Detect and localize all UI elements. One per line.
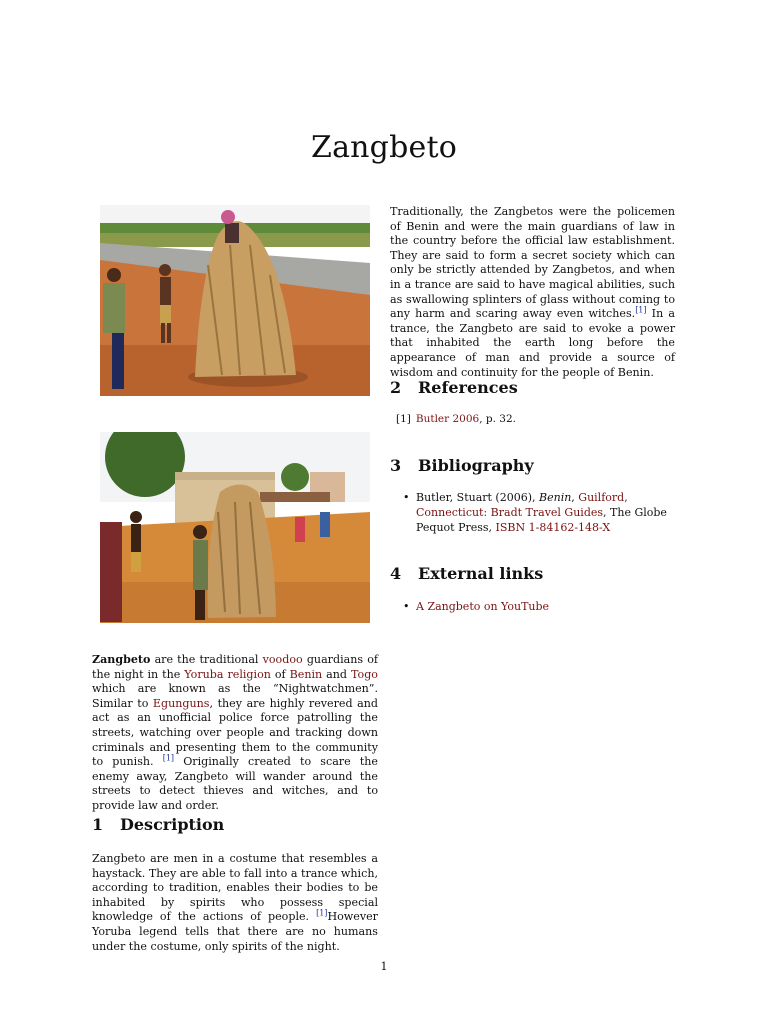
section-number: 1 xyxy=(92,815,104,834)
section-number: 4 xyxy=(390,564,402,583)
section-heading-description xyxy=(92,815,224,834)
section-heading-external-links xyxy=(390,564,543,583)
section-title: References xyxy=(418,378,518,397)
lede-text-5: which are known as the “Nightwatchmen”. Similar to xyxy=(92,682,378,710)
tradition-paragraph xyxy=(390,205,675,380)
citation-link[interactable]: [1] xyxy=(162,753,175,763)
link-togo[interactable]: Togo xyxy=(350,667,378,681)
link-yoruba-religion[interactable]: Yoruba religion xyxy=(184,667,271,681)
lede-text-3: of xyxy=(270,667,290,681)
link-isbn[interactable]: ISBN 1-84162-148-X xyxy=(495,521,611,534)
tradition-text-1: Traditionally, the Zangbetos were the policemen of Benin and were the main guardians of law in the country before the official law establishment. They are said to form a secret society which can only be strictly attended by Zangbetos, and when in a trance are said to have magical abilities, such as swallowing splinters of glass without coming to any harm and scaring away even witches. xyxy=(390,205,675,321)
section-title: Bibliography xyxy=(418,456,534,475)
bib-title: Benin xyxy=(539,491,572,504)
lede-paragraph xyxy=(92,653,378,814)
bibliography-item xyxy=(400,490,680,535)
reference-rest: , p. 32. xyxy=(479,413,517,425)
lede-text-1: are the traditional xyxy=(150,653,263,666)
lede-term: Zangbeto xyxy=(92,653,151,666)
citation-link[interactable]: [1] xyxy=(635,305,647,315)
bib-text-2: , xyxy=(571,491,579,504)
bibliography-list xyxy=(400,490,680,535)
citation-link[interactable]: [1] xyxy=(316,908,328,918)
description-paragraph xyxy=(92,852,378,954)
tradition-text-2: In a trance, the Zangbeto are said to evoke a power that inhabited the earth long before the appearance of man and provide a source of wisdom and continuity for the people of Benin. xyxy=(390,307,675,379)
description-text-2: However Yoruba legend tells that there are no humans under the costume, only spirits of the night. xyxy=(92,910,378,953)
reference-item xyxy=(396,413,516,425)
section-heading-references xyxy=(390,378,518,397)
lede-text-6: , they are highly revered and act as an unofficial police force patrolling the streets, watching over people and tracking down criminals and presenting them to the community to punish. xyxy=(92,696,378,769)
link-voodoo[interactable]: voodoo xyxy=(262,653,303,666)
lede-text-7: Originally created to scare the enemy away, Zangbeto will wander around the streets to detect thieves and witches, and to provide law and order. xyxy=(92,755,378,812)
page-number: 1 xyxy=(380,960,388,973)
section-number: 3 xyxy=(390,456,402,475)
link-egunguns[interactable]: Egunguns xyxy=(152,696,210,710)
section-title: External links xyxy=(418,564,544,583)
lede-text-4: and xyxy=(322,667,351,681)
external-links-list xyxy=(400,599,680,614)
photo-zangbeto-roadside xyxy=(100,205,370,396)
external-link-item xyxy=(400,599,680,614)
section-heading-bibliography xyxy=(390,456,534,475)
link-zangbeto-youtube[interactable]: A Zangbeto on YouTube xyxy=(416,600,550,613)
page-title: Zangbeto xyxy=(311,130,457,166)
section-number: 2 xyxy=(390,378,402,397)
section-title: Description xyxy=(120,815,225,834)
bib-text-3: , The Globe Pequot Press, xyxy=(416,506,667,534)
bib-text-1: Butler, Stuart (2006), xyxy=(416,491,540,504)
link-guilford-bradt[interactable]: Guilford, Connecticut: Bradt Travel Guides xyxy=(416,491,628,519)
link-benin[interactable]: Benin xyxy=(289,667,323,681)
photo-zangbeto-village xyxy=(100,432,370,623)
reference-link-butler[interactable]: Butler 2006 xyxy=(415,413,480,425)
reference-number: [1] xyxy=(396,413,411,425)
description-text-1: Zangbeto are men in a costume that resembles a haystack. They are able to fall into a trance which, according to tradition, enables their bodies to be inhabited by spirits who possess special knowledge of the actions of people. xyxy=(92,852,378,924)
lede-text-2: guardians of the night in the xyxy=(92,653,378,681)
